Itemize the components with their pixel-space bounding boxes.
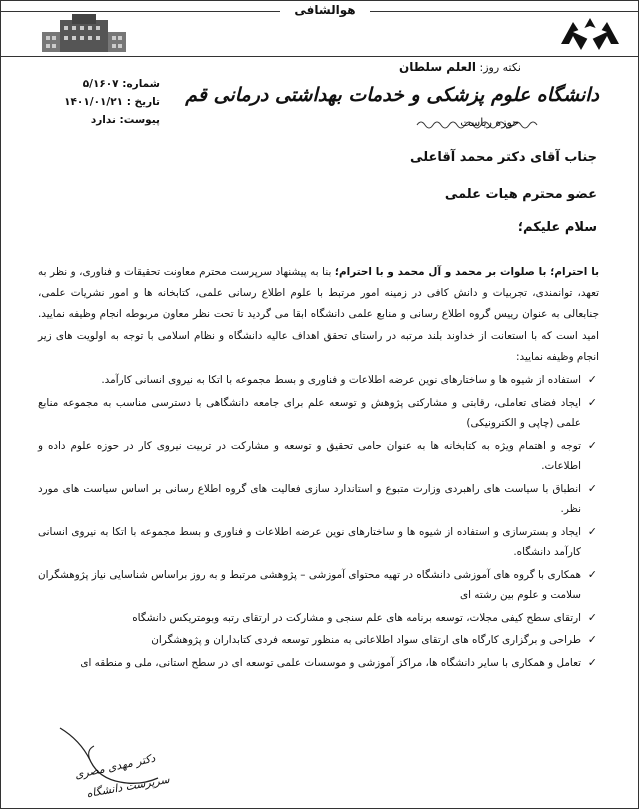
check-icon: ✓ bbox=[587, 655, 597, 669]
list-item bbox=[38, 370, 599, 391]
check-icon: ✓ bbox=[587, 633, 597, 647]
priority-list bbox=[38, 370, 599, 673]
tip-value: العلم سلطان bbox=[398, 60, 476, 74]
intro-paragraph bbox=[38, 262, 599, 368]
number-row bbox=[40, 75, 160, 93]
list-item bbox=[38, 565, 599, 606]
university-logo bbox=[559, 14, 621, 56]
list-item bbox=[38, 393, 599, 434]
header-rule-bottom bbox=[0, 56, 639, 57]
check-icon: ✓ bbox=[587, 438, 597, 452]
letter-meta bbox=[40, 75, 160, 129]
check-icon: ✓ bbox=[587, 567, 597, 581]
intro-bold: با احترام؛ با صلوات بر محمد و آل محمد و با احترام؛ bbox=[334, 266, 599, 278]
number-label: شماره: bbox=[122, 78, 160, 90]
list-item-text: ارتقای سطح کیفی مجلات، توسعه برنامه های علم سنجی و مشارکت در ارتقای رتبه وبومتریکس دانشگاه bbox=[132, 611, 581, 624]
attachment-value: ندارد bbox=[90, 114, 116, 126]
date-label: تاریخ : bbox=[126, 96, 160, 108]
list-item bbox=[38, 436, 599, 477]
office-name: حوزه ریاست bbox=[460, 116, 519, 129]
signatory-title: سرپرست دانشگاه bbox=[85, 772, 171, 801]
recipient-name: جناب آقای دکتر محمد آقاعلی bbox=[410, 150, 597, 165]
signatory-name: دکتر مهدی مصری bbox=[73, 751, 157, 782]
list-item bbox=[38, 522, 599, 563]
greeting: سلام علیکم؛ bbox=[517, 220, 597, 235]
list-item bbox=[38, 653, 599, 674]
attachment-label: پیوست: bbox=[119, 114, 160, 126]
date-row bbox=[40, 93, 160, 111]
list-item-text: ایجاد و بسترسازی و استفاده از شیوه ها و ساختارهای نوین عرضه اطلاعات و فناوری و بسط مجموعه با اتکا به نیروی انسانی کارآمد دانشگاه. bbox=[38, 525, 581, 559]
list-item-text: طراحی و برگزاری کارگاه های ارتقای سواد اطلاعاتی به منظور توسعه فردی کتابداران و پژوهشگران bbox=[151, 634, 581, 647]
motto: هوالشافی bbox=[280, 3, 370, 17]
attachment-row bbox=[40, 111, 160, 129]
list-item-text: انطباق با سیاست های راهبردی وزارت متبوع و استاندارد سازی فعالیت های گروه اطلاع رسانی بر اساس سیاست های مورد نظر. bbox=[38, 482, 581, 516]
building-icon bbox=[42, 14, 126, 52]
list-item-text: استفاده از شیوه ها و ساختارهای نوین عرضه اطلاعات و فناوری و بسط مجموعه با اتکا به نیروی انسانی کارآمد. bbox=[101, 374, 581, 387]
number-value: ۵/۱۶۰۷ bbox=[82, 78, 119, 90]
tip-label: نکته روز: bbox=[479, 61, 521, 74]
list-item-text: تعامل و همکاری با سایر دانشگاه ها، مراکز آموزشی و موسسات علمی توسعه ای در سطح استانی، ملی و منطقه ای bbox=[80, 656, 581, 669]
university-name: دانشگاه علوم پزشکی و خدمات بهداشتی درمانی قم bbox=[185, 84, 599, 106]
list-item bbox=[38, 479, 599, 520]
check-icon: ✓ bbox=[587, 395, 597, 409]
check-icon: ✓ bbox=[587, 373, 597, 387]
check-icon: ✓ bbox=[587, 481, 597, 495]
letter-body bbox=[38, 262, 599, 675]
list-item bbox=[38, 630, 599, 651]
check-icon: ✓ bbox=[587, 610, 597, 624]
check-icon: ✓ bbox=[587, 524, 597, 538]
tip-of-day bbox=[399, 60, 521, 74]
intro-text: بنا به پیشنهاد سرپرست محترم معاونت تحقیقات و فناوری، و نظر به تعهد، توانمندی، تجربیات و دانش کافی در زمینه امور مرتبط با علوم اطلاع رسانی علمی، کتابخانه ها و امور نشریات علمی، جنابعالی به عنوان رییس گروه اطلاع رسانی و منابع علمی دانشگاه ابقا می گردید تا تحت نظر معاون مربوطه انجام وظیفه نمایید. امید است که با استعانت از خداوند بلند مرتبه در راستای تحقق اهداف عالیه دانشگاه و نظام اسلامی با توجه به اولویت های زیر انجام وظیفه نمایید: bbox=[38, 266, 599, 363]
recipient-title: عضو محترم هیات علمی bbox=[444, 187, 597, 202]
list-item bbox=[38, 608, 599, 629]
list-item-text: ایجاد فضای تعاملی، رقابتی و مشارکتی پژوهش و توسعه علم برای جامعه دانشگاهی با دسترسی مناسب به مجموعه منابع علمی (چاپی و الکترونیکی) bbox=[38, 396, 581, 430]
list-item-text: توجه و اهتمام ویژه به کتابخانه ها به عنوان حامی تحقیق و توسعه و مشارکت در تربیت نیروی کار در حوزه علوم داده و اطلاعات. bbox=[38, 439, 581, 473]
date-value: ۱۴۰۱/۰۱/۲۱ bbox=[64, 96, 124, 108]
list-item-text: همکاری با گروه های آموزشی دانشگاه در تهیه محتوای آموزشی – پژوهشی مرتبط و به روز براساس شناسایی نیاز پژوهشگران سلامت و علوم بین رشته ای bbox=[38, 568, 581, 602]
